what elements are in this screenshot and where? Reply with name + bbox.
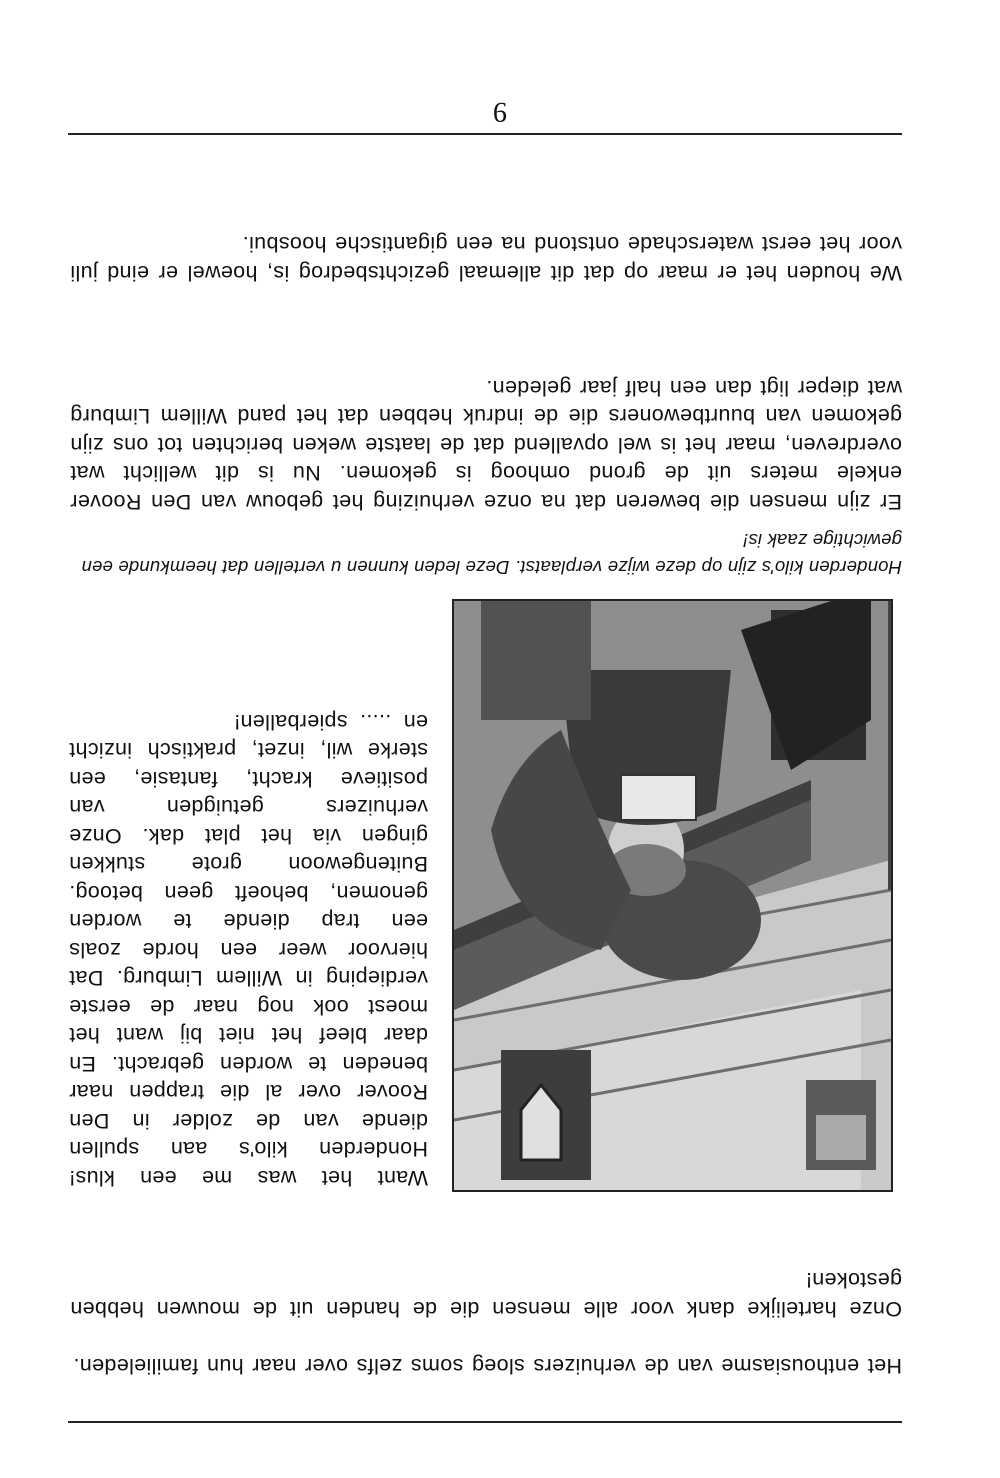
header-rule xyxy=(68,1421,902,1423)
page-number: 9 xyxy=(493,96,507,127)
moving-photo xyxy=(452,599,893,1192)
photo-caption: Honderden kilo's zijn op deze wijze verplaatst. Deze leden kunnen u vertellen dat heemkunde een gewichtige zaak is! xyxy=(81,530,902,578)
footer-rule xyxy=(68,133,902,135)
moving-photo-illustration xyxy=(454,601,891,1190)
paragraph-enthusiasm: Het enthousiasme van de verhuizers sloeg soms zelfs over naar hun familieleden. xyxy=(73,1354,902,1378)
paragraph-thanks: Onze hartelijke dank voor alle mensen die de handen uit de mouwen hebben gestoken! xyxy=(70,1268,902,1321)
paragraph-sight: We houden het er maar op dat dit allemaal gezichtsbedrog is, hoewel er eind juli voor het eerst waterschade ontstond na een gigantische hoosbui. xyxy=(70,232,902,285)
side-column-text: Want het was me een klus! Honderden kilo's aan spullen diende van de zolder in Den Roover over al die trappen naar beneden te worden gebracht. En daar bleef het niet bij want het moest ook nog naar de eerste verdieping in Willem Limburg. Dat hiervoor weer een horde zoals een trap diende te worden genomen, behoeft geen betoog. Buitengewoon grote stukken gingen via het plat dak. Onze verhuizers getuigden van positieve kracht, fantasie, een sterke wil, inzet, praktisch inzicht en ..... spierballen! xyxy=(69,710,428,1190)
paragraph-rumors: Er zijn mensen die beweren dat na onze verhuizing het gebouw van Den Roover enkele meters uit de grond omhoog is gekomen. Nu is dit wellicht wat overdreven, maar het is wel opvallend dat de laatste weken berichten tot ons zijn gekomen van buurtbewoners die de indruk hebben dat het pand Willem Limburg wat dieper ligt dan een half jaar geleden. xyxy=(70,376,902,514)
